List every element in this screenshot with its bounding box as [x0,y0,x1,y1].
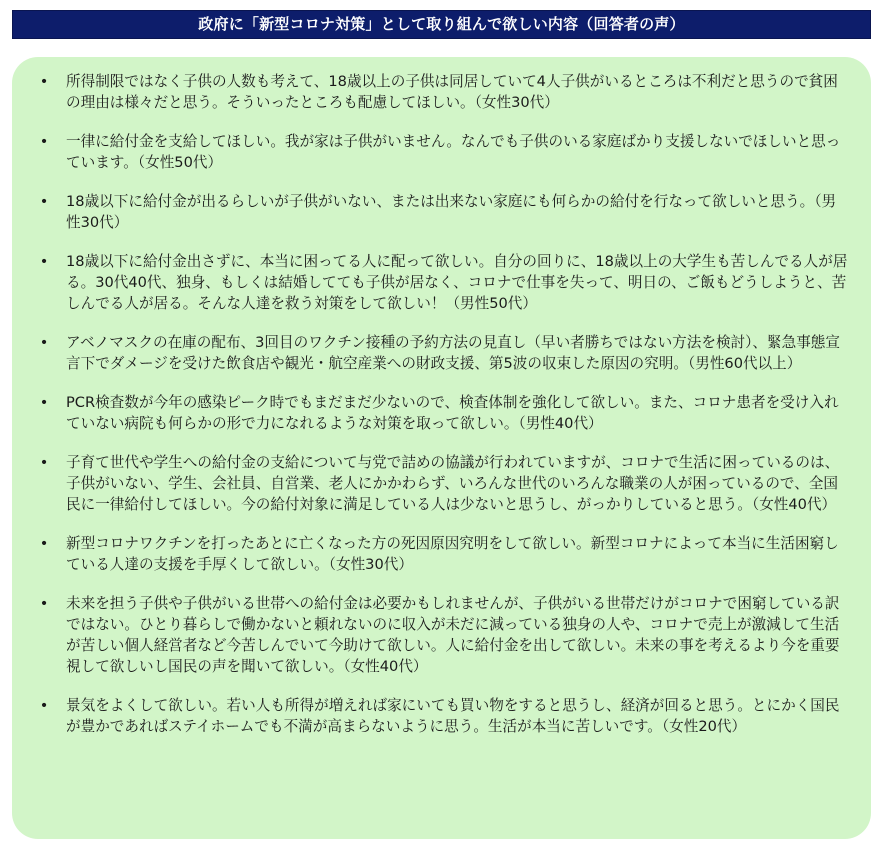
list-item [34,131,849,173]
voice-text: 新型コロナワクチンを打ったあとに亡くなった方の死因原因究明をして欲しい。新型コロナによって本当に生活困窮している人達の支援を手厚くして欲しい。（女性30代） [66,535,839,573]
voice-text: 18歳以下に給付金が出るらしいが子供がいない、または出来ない家庭にも何らかの給付を行なって欲しいと思う。（男性30代） [66,193,837,231]
voice-text: 景気をよくして欲しい。若い人も所得が増えれば家にいても買い物をすると思うし、経済が回ると思う。とにかく国民が豊かであればステイホームでも不満が高まらないように思う。生活が本当に苦しいです。（女性20代） [66,697,840,735]
bullet-icon: • [39,595,49,612]
list-item [34,452,849,515]
bullet-icon: • [39,454,49,471]
bullet-icon: • [39,535,49,552]
list-item [34,593,849,677]
list-item [34,392,849,434]
page-title: 政府に「新型コロナ対策」として取り組んで欲しい内容（回答者の声） [12,10,871,39]
bullet-icon: • [39,193,49,210]
bullet-icon: • [39,394,49,411]
voice-text: アベノマスクの在庫の配布、3回目のワクチン接種の予約方法の見直し（早い者勝ちではない方法を検討）、緊急事態宣言下でダメージを受けた飲食店や観光・航空産業への財政支援、第5波の収束した原因の究明。（男性60代以上） [66,334,840,372]
list-item [34,71,849,113]
bullet-icon: • [39,253,49,270]
voice-text: 18歳以下に給付金出さずに、本当に困ってる人に配って欲しい。自分の回りに、18歳以上の大学生も苦しんでる人が居る。30代40代、独身、もしくは結婚してても子供が居なく、コロナで仕事を失って、明日の、ご飯もどうしようと、苦しんでる人が居る。そんな人達を救う対策をして欲しい！（男性50代） [66,253,848,312]
voice-text: 未来を担う子供や子供がいる世帯への給付金は必要かもしれませんが、子供がいる世帯だけがコロナで困窮している訳ではない。ひとり暮らしで働かないと頼れないのに収入が未だに減っている独身の人や、コロナで売上が激減して生活が苦しい個人経営者など今苦しんでいて今助けて欲しい。人に給付金を出して欲しい。未来の事を考えるより今を重要視して欲しいし国民の声を聞いて欲しい。（女性40代） [66,595,840,675]
list-item [34,533,849,575]
bullet-icon: • [39,697,49,714]
list-item [34,191,849,233]
voice-text: PCR検査数が今年の感染ピーク時でもまだまだ少ないので、検査体制を強化して欲しい。また、コロナ患者を受け入れていない病院も何らかの形で力になれるような対策を取って欲しい。（男性40代） [66,394,839,432]
list-item [34,695,849,737]
bullet-icon: • [39,73,49,90]
voice-text: 一律に給付金を支給してほしい。我が家は子供がいません。なんでも子供のいる家庭ばかり支援しないでほしいと思っています。（女性50代） [66,133,841,171]
list-item [34,332,849,374]
voices-panel [12,57,871,839]
voice-text: 所得制限ではなく子供の人数も考えて、18歳以上の子供は同居していて4人子供がいるところは不利だと思うので貧困の理由は様々だと思う。そういったところも配慮してほしい。（女性30代） [66,73,838,111]
voices-list [34,71,849,737]
bullet-icon: • [39,334,49,351]
voice-text: 子育て世代や学生への給付金の支給について与党で詰めの協議が行われていますが、コロナで生活に困っているのは、子供がいない、学生、会社員、自営業、老人にかかわらず、いろんな世代のいろんな職業の人が困っているので、全国民に一律給付してほしい。今の給付対象に満足している人は少ないと思うし、がっかりしていると思う。（女性40代） [66,454,840,513]
bullet-icon: • [39,133,49,150]
list-item [34,251,849,314]
